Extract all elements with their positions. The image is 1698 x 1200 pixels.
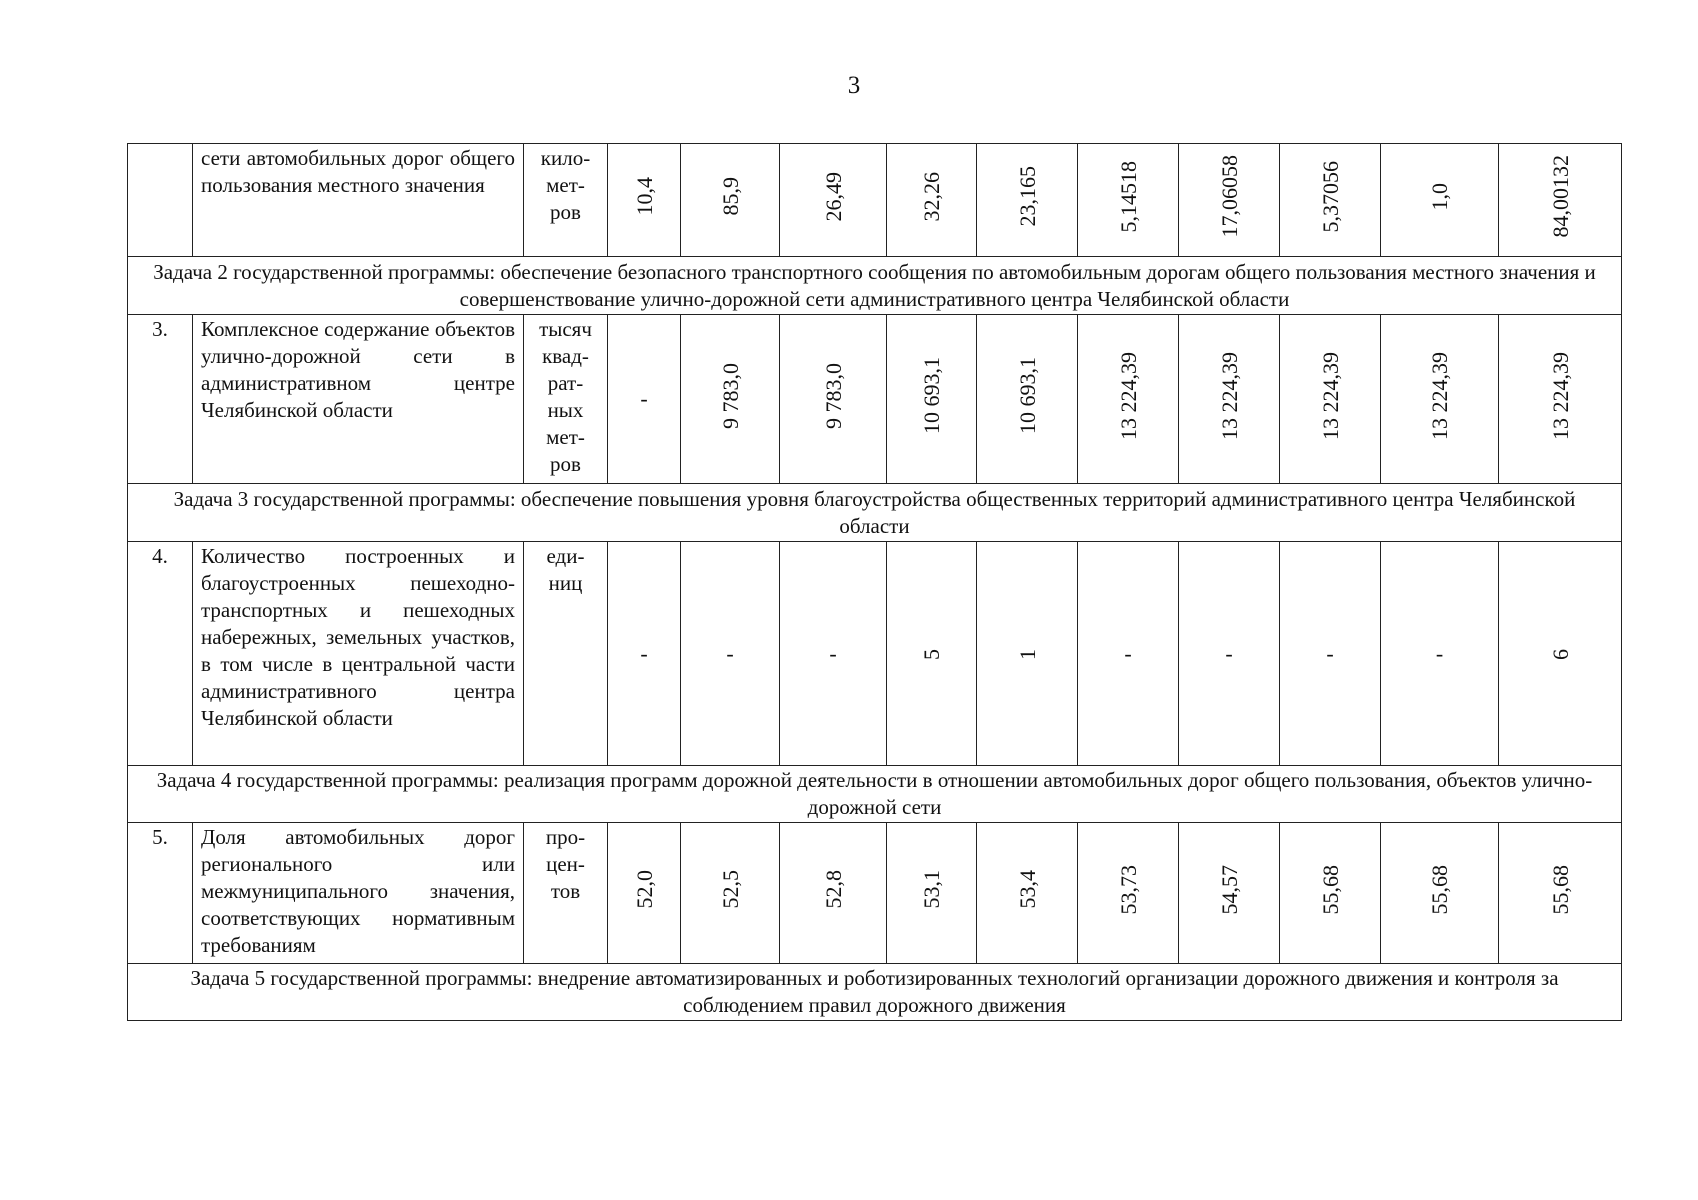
- value-cell: [977, 542, 1078, 766]
- value-cell: [1280, 542, 1381, 766]
- indicator-value: 52,0: [631, 870, 657, 909]
- value-cell: [608, 144, 681, 257]
- value-cell: [887, 542, 977, 766]
- value-cell: [1179, 144, 1280, 257]
- value-cell: [780, 315, 887, 484]
- value-cell: [1179, 542, 1280, 766]
- indicator-value: 10,4: [631, 177, 657, 216]
- indicator-row: [128, 823, 1622, 964]
- indicator-value: 17,06058: [1216, 155, 1242, 238]
- value-cell: [977, 315, 1078, 484]
- value-cell: [1499, 542, 1622, 766]
- indicator-value: 53,73: [1115, 864, 1141, 915]
- task-heading: Задача 3 государственной программы: обеспечение повышения уровня благоустройства общественных территорий административного центра Челябинской области: [128, 484, 1622, 542]
- indicator-value: 54,57: [1216, 864, 1242, 915]
- value-cell: [887, 315, 977, 484]
- task-row: [128, 257, 1622, 315]
- value-cell: [977, 144, 1078, 257]
- indicator-value: -: [726, 640, 734, 666]
- value-cell: [977, 823, 1078, 964]
- indicator-value: 23,165: [1014, 166, 1040, 227]
- value-cell: [681, 315, 780, 484]
- task-row: [128, 964, 1622, 1021]
- task-heading: Задача 4 государственной программы: реализация программ дорожной деятельности в отношении автомобильных дорог общего пользования, объектов улично-дорожной сети: [128, 766, 1622, 823]
- value-cell: [1499, 144, 1622, 257]
- indicators-table: [127, 143, 1622, 1021]
- value-cell: [887, 823, 977, 964]
- indicator-value: 10 693,1: [919, 357, 944, 434]
- value-cell: [1280, 315, 1381, 484]
- indicator-row: [128, 144, 1622, 257]
- row-number: 4.: [128, 542, 193, 766]
- indicator-value: -: [1225, 640, 1233, 666]
- value-cell: [887, 144, 977, 257]
- indicator-value: 5: [919, 649, 944, 660]
- indicator-value: 1: [1014, 649, 1040, 660]
- unit-of-measure: про- цен- тов: [524, 823, 608, 964]
- indicator-value: 52,5: [717, 870, 743, 909]
- indicator-value: 84,00132: [1547, 155, 1573, 238]
- value-cell: [1499, 315, 1622, 484]
- indicator-value: 55,68: [1547, 864, 1573, 915]
- page-number: 3: [847, 72, 861, 99]
- indicator-value: 13 224,39: [1115, 351, 1141, 440]
- indicator-value: 13 224,39: [1216, 351, 1242, 440]
- value-cell: [1179, 315, 1280, 484]
- value-cell: [608, 542, 681, 766]
- indicator-value: 26,49: [820, 171, 846, 222]
- value-cell: [1280, 823, 1381, 964]
- indicator-name: Доля автомобильных дорог регионального или межмуниципального значения, соответствующих нормативным требованиям: [193, 823, 524, 964]
- unit-of-measure: кило- мет- ров: [524, 144, 608, 257]
- indicator-value: 1,0: [1427, 182, 1452, 211]
- value-cell: [780, 823, 887, 964]
- indicator-value: 53,1: [919, 870, 944, 909]
- indicator-value: 55,68: [1317, 864, 1343, 915]
- indicator-value: 9 783,0: [717, 362, 743, 429]
- indicator-value: -: [1435, 640, 1444, 666]
- indicator-value: 13 224,39: [1427, 351, 1452, 440]
- value-cell: [1381, 315, 1499, 484]
- value-cell: [780, 542, 887, 766]
- indicator-value: 6: [1547, 649, 1573, 660]
- task-heading: Задача 2 государственной программы: обеспечение безопасного транспортного сообщения по автомобильным дорогам общего пользования местного значения и совершенствование улично-дорожной сети административного центра Челябинской области: [128, 257, 1622, 315]
- indicator-name: Комплексное содержание объектов улично-дорожной сети в административном центре Челябинской области: [193, 315, 524, 484]
- task-row: [128, 484, 1622, 542]
- indicator-value: 53,4: [1014, 870, 1040, 909]
- indicator-row: [128, 315, 1622, 484]
- value-cell: [608, 823, 681, 964]
- value-cell: [1381, 823, 1499, 964]
- indicator-value: -: [1124, 640, 1132, 666]
- value-cell: [1078, 315, 1179, 484]
- indicator-value: -: [640, 386, 648, 411]
- value-cell: [1280, 144, 1381, 257]
- value-cell: [1078, 823, 1179, 964]
- indicator-name: сети автомобильных дорог общего пользования местного значения: [193, 144, 524, 257]
- indicator-value: 13 224,39: [1317, 351, 1343, 440]
- indicator-value: -: [829, 640, 837, 666]
- value-cell: [1499, 823, 1622, 964]
- indicator-value: 52,8: [820, 870, 846, 909]
- indicator-name: Количество построенных и благоустроенных пешеходно-транспортных и пешеходных набережных, земельных участков, в том числе в центральной части административного центра Челябинской области: [193, 542, 524, 766]
- value-cell: [1179, 823, 1280, 964]
- unit-of-measure: тысяч квад- рат- ных мет- ров: [524, 315, 608, 484]
- value-cell: [608, 315, 681, 484]
- indicator-value: 85,9: [717, 177, 743, 216]
- value-cell: [1381, 144, 1499, 257]
- row-number: [128, 144, 193, 257]
- task-row: [128, 766, 1622, 823]
- row-number: 3.: [128, 315, 193, 484]
- indicator-row: [128, 542, 1622, 766]
- value-cell: [681, 144, 780, 257]
- indicator-value: 55,68: [1427, 864, 1452, 915]
- indicator-value: 10 693,1: [1014, 357, 1040, 434]
- row-number: 5.: [128, 823, 193, 964]
- indicator-value: 5,14518: [1115, 160, 1141, 233]
- value-cell: [1078, 542, 1179, 766]
- value-cell: [681, 542, 780, 766]
- value-cell: [1078, 144, 1179, 257]
- value-cell: [1381, 542, 1499, 766]
- indicator-value: 32,26: [919, 171, 944, 222]
- value-cell: [780, 144, 887, 257]
- indicator-value: 13 224,39: [1547, 351, 1573, 440]
- indicator-value: -: [640, 640, 648, 666]
- indicator-value: 5,37056: [1317, 160, 1343, 233]
- indicator-value: -: [1326, 640, 1334, 666]
- task-heading: Задача 5 государственной программы: внедрение автоматизированных и роботизированных технологий организации дорожного движения и контроля за соблюдением правил дорожного движения: [128, 964, 1622, 1021]
- indicator-value: 9 783,0: [820, 362, 846, 429]
- unit-of-measure: еди- ниц: [524, 542, 608, 766]
- value-cell: [681, 823, 780, 964]
